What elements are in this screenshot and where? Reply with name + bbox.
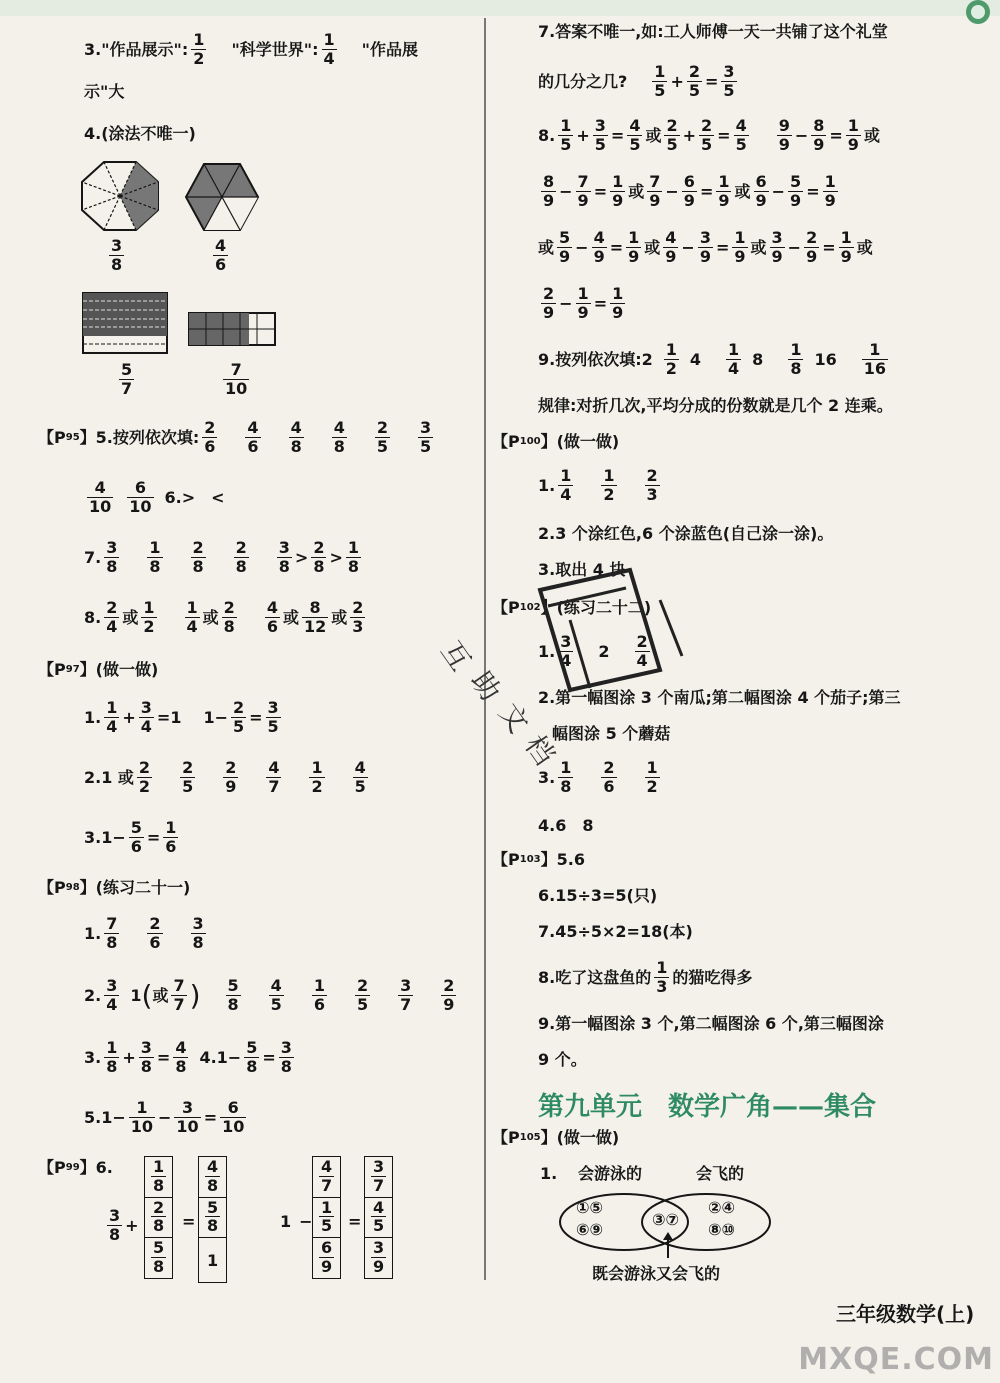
top-decoration — [0, 0, 1000, 16]
left-q8: 8. 2 4 或 1 2 1 4 或 2 8 4 6 或 8 12 或 2 3 — [84, 598, 364, 636]
left-q7: 7. 3 8 1 8 2 8 2 8 3 8 > 2 8 > 1 8 — [84, 538, 360, 576]
p103-q6: 6.15÷3=5(只) — [538, 886, 658, 905]
p102-q3: 3. 1 8 2 6 1 2 — [538, 758, 658, 796]
p98-q1: 1. 7 8 2 6 3 8 — [84, 914, 204, 952]
svg-text:互: 互 — [434, 635, 478, 677]
left-q3: 3."作品展示": 1 2 "科学世界": 1 4 "作品展 — [84, 30, 418, 68]
fraction-stack-2: 4 8 5 8 1 — [198, 1156, 227, 1283]
p97-q3: 3.1− $\frac{5}{6}$ = $\frac{1}{6}$ — [84, 818, 177, 856]
p100-header: 【P 100 】(做一做) — [492, 432, 620, 451]
p103-q7: 7.45÷5×2=18(本) — [538, 922, 693, 941]
svg-text:助: 助 — [464, 665, 508, 707]
p105-q1: 1. — [540, 1164, 558, 1183]
brand-logo-icon — [956, 0, 994, 30]
stamp-overlay — [420, 560, 720, 780]
right-q8-line2: 8 9 − $\frac{7}{9}$ = $\frac{1}{9}$ 或 7 9 − $\frac{6}{9}$ = $\frac{1}{9}$ 或 6 9 − $\frac{5}{9}$ = $\frac{1}{9}$ — [543, 172, 836, 210]
p99-minus: 1 − — [280, 1212, 313, 1231]
p102-q2-line2: 幅图涂 5 个蘑菇 — [552, 724, 671, 743]
rectangle-10-parts-shape-icon — [188, 312, 276, 346]
p97-q2: 2.1 或 2 2 2 5 2 9 4 7 1 2 4 5 — [84, 758, 366, 796]
rectangle-7-parts-shape-icon — [82, 292, 168, 354]
q5-cont-q6: 4 10 6 10 6.> < — [89, 478, 225, 516]
p103-q9-line2: 9 个。 — [538, 1050, 587, 1069]
right-q7-line2: 的几分之几? 1 5 + $\frac{2}{5}$ = $\frac{3}{5}$ — [538, 62, 735, 100]
p98-q2: 2. 3 4 1 ( 或 7 7 ) 5 8 4 5 1 6 2 5 3 7 2 9 — [84, 976, 455, 1014]
p100-q3: 3.取出 4 块 — [538, 560, 626, 579]
watermark: MXQE.COM — [798, 1342, 994, 1377]
right-q8-line4: 2 9 − $\frac{1}{9}$ = $\frac{1}{9}$ — [543, 284, 624, 322]
p98-q5: 5.1− $\frac{1}{10}$ − $\frac{3}{10}$ = $\frac{6}{10}$ — [84, 1098, 245, 1136]
fraction-stack-4: 3 7 4 5 3 9 — [364, 1156, 393, 1279]
unit-heading: 第九单元 数学广角——集合 — [538, 1092, 877, 1122]
svg-text:档: 档 — [518, 729, 562, 771]
fraction: 1 2 — [193, 30, 205, 68]
p99-eq1: = — [182, 1212, 196, 1231]
p98-header: 【P 98 】(练习二十一) — [38, 878, 191, 897]
venn-set-b-bottom: ⑧⑩ — [708, 1220, 736, 1239]
venn-bottom-label: 既会游泳又会飞的 — [592, 1264, 721, 1283]
p102-q2-line1: 2.第一幅图涂 3 个南瓜;第二幅图涂 4 个茄子;第三 — [538, 688, 901, 707]
venn-set-b-top: ②④ — [708, 1198, 736, 1217]
p97-q1: 1. 1 4 + $\frac{3}{4}$ =1 1− $\frac{2}{5}$ = $\frac{3}{5}$ — [84, 698, 279, 736]
venn-intersection: ③⑦ — [652, 1210, 680, 1229]
right-q9-rule: 规律:对折几次,平均分成的份数就是几个 2 连乘。 — [538, 396, 893, 415]
p105-header: 【P 105 】(做一做) — [492, 1128, 620, 1147]
venn-set-a-bottom: ⑥⑨ — [576, 1220, 604, 1239]
footer-title: 三年级数学(上) — [836, 1302, 975, 1326]
frac-3-8: 3 8 — [111, 236, 123, 274]
fraction: 1 4 — [323, 30, 335, 68]
p95-q5: 【P 95 】5.按列依次填: 2 6 4 6 4 8 4 8 2 5 3 5 — [38, 418, 432, 456]
octagon-shape-icon — [80, 160, 160, 232]
p99-eq2: = — [348, 1212, 362, 1231]
venn-right-label: 会飞的 — [696, 1164, 745, 1183]
p103-q8: 8.吃了这盘鱼的 1 3 的猫吃得多 — [538, 958, 753, 996]
svg-text:文: 文 — [492, 697, 536, 739]
p102-q4: 4.6 8 — [538, 816, 594, 835]
right-q8-line3: 或 5 9 − $\frac{4}{9}$ = $\frac{1}{9}$ 或 4 9 − $\frac{3}{9}$ = $\frac{1}{9}$ 或 3 9 − $\frac{2}{9}$ = $\frac{1}{9}$ 或 — [538, 228, 873, 266]
right-q8-line1: 8. 1 5 + $\frac{3}{5}$ = $\frac{4}{5}$ 或 2 5 + $\frac{2}{5}$ = $\frac{4}{5}$ 9 9 − $\frac{8}{9}$ = $\frac{1}{9}$ 或 — [538, 116, 880, 154]
frac-7-10: 7 10 — [225, 360, 248, 398]
p103-q5: 【P 103 】5.6 — [492, 850, 585, 869]
p102-header: 【P 102 】(练习二十二) — [492, 598, 652, 617]
fraction-stack-3: 4 7 1 5 6 9 — [312, 1156, 341, 1279]
frac-5-7: 5 7 — [121, 360, 133, 398]
venn-left-label: 会游泳的 — [578, 1164, 643, 1183]
left-q3-cont: 示"大 — [84, 82, 125, 101]
frac-4-6: 4 6 — [215, 236, 227, 274]
p103-q9-line1: 9.第一幅图涂 3 个,第二幅图涂 6 个,第三幅图涂 — [538, 1014, 884, 1033]
p100-q1: 1. 1 4 1 2 2 3 — [538, 466, 658, 504]
left-q4: 4.(涂法不唯一) — [84, 124, 196, 143]
p97-header: 【P 97 】(做一做) — [38, 660, 159, 679]
hexagon-shape-icon — [184, 162, 260, 232]
p100-q2: 2.3 个涂红色,6 个涂蓝色(自己涂一涂)。 — [538, 524, 834, 543]
right-q7-line1: 7.答案不唯一,如:工人师傅一天一共铺了这个礼堂 — [538, 22, 888, 41]
venn-set-a-top: ①⑤ — [576, 1198, 604, 1217]
p98-q3-q4: 3. 1 8 + $\frac{3}{8}$ = $\frac{4}{8}$ 4.1− $\frac{5}{8}$ = $\frac{3}{8}$ — [84, 1038, 292, 1076]
p102-q1: 1. 3 4 2 2 4 — [538, 632, 648, 670]
p99-plus: 3 8 + — [109, 1206, 139, 1244]
fraction-stack-1: 1 8 2 8 5 8 — [144, 1156, 173, 1279]
p99-q6: 【P 99 】6. — [38, 1158, 113, 1177]
right-q9: 9.按列依次填:2 1 2 4 1 4 8 1 8 16 1 16 — [538, 340, 886, 378]
